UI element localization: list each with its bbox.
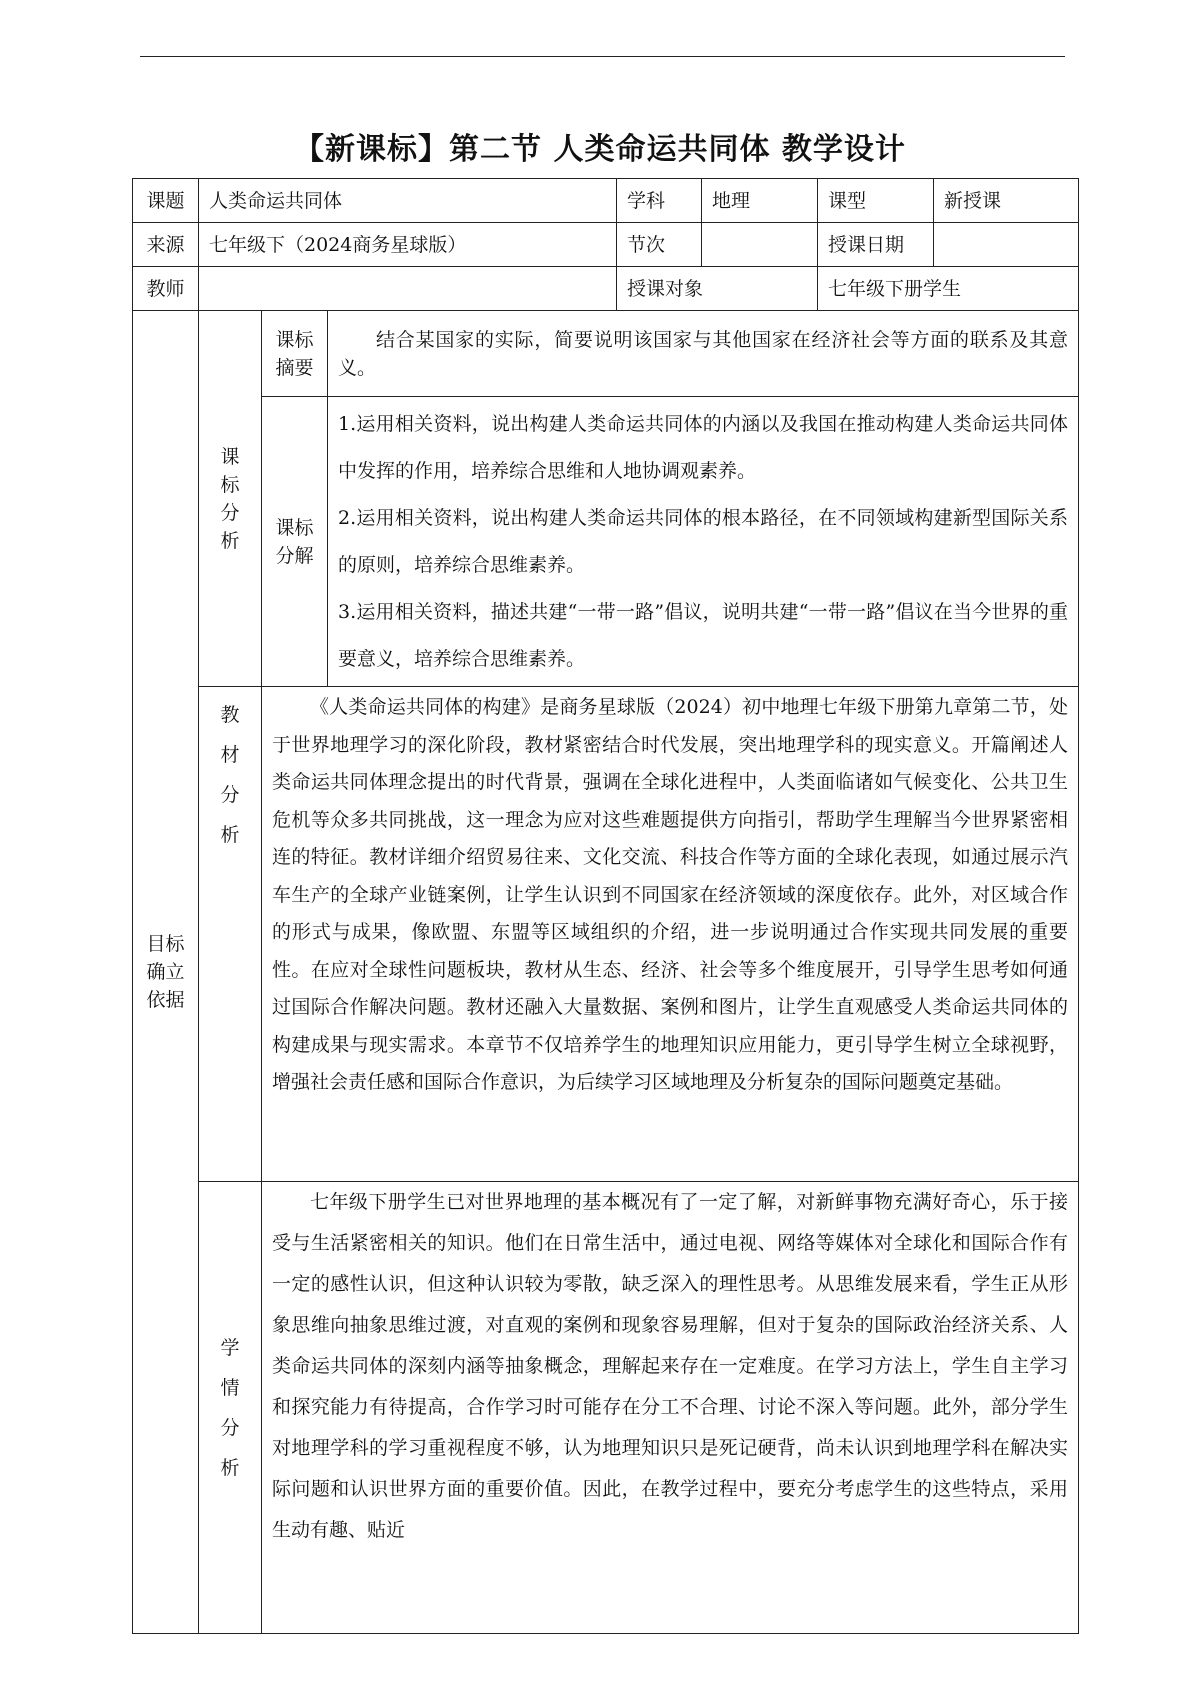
table-row-standard-summary xyxy=(133,311,1079,397)
header-rule xyxy=(140,56,1065,57)
date-value xyxy=(934,223,1079,267)
page-title: 【新课标】第二节 人类命运共同体 教学设计 xyxy=(294,132,906,167)
summary-label xyxy=(262,311,328,397)
teacher-label: 教师 xyxy=(133,267,199,311)
subject-label: 学科 xyxy=(617,179,702,223)
standard-analysis-char: 析 xyxy=(220,529,240,552)
textbook-analysis-char: 教 xyxy=(220,704,240,726)
section-label: 节次 xyxy=(617,223,702,267)
breakdown-item: 3.运用相关资料，描述共建“一带一路”倡议，说明共建“一带一路”倡议在当今世界的重要意义，培养综合思维素养。 xyxy=(338,600,1069,670)
breakdown-label-line: 课标 xyxy=(275,516,314,539)
textbook-analysis-label xyxy=(199,687,262,1182)
topic-label: 课题 xyxy=(133,179,199,223)
textbook-analysis-char: 分 xyxy=(220,784,240,806)
textbook-analysis-char: 析 xyxy=(220,824,240,846)
section-value xyxy=(702,223,818,267)
textbook-analysis-text: 《人类命运共同体的构建》是商务星球版（2024）初中地理七年级下册第九章第二节，处于世界地理学习的深化阶段，教材紧密结合时代发展，突出地理学科的现实意义。开篇阐述人类命运共同体理念提出的时代背景，强调在全球化进程中，人类面临诸如气候变化、公共卫生危机等众多共同挑战，这一理念为应对这些难题提供方向指引，帮助学生理解当今世界紧密相连的特征。教材详细介绍贸易往来、文化交流、科技合作等方面的全球化表现，如通过展示汽车生产的全球产业链案例，让学生认识到不同国家在经济领域的深度依存。此外，对区域合作的形式与成果，像欧盟、东盟等区域组织的介绍，进一步说明通过合作实现共同发展的重要性。在应对全球性问题板块，教材从生态、经济、社会等多个维度展开，引导学生思考如何通过国际合作解决问题。教材还融入大量数据、案例和图片，让学生直观感受人类命运共同体的构建成果与现实需求。本章节不仅培养学生的地理知识应用能力，更引导学生树立全球视野，增强社会责任感和国际合作意识，为后续学习区域地理及分析复杂的国际问题奠定基础。 xyxy=(262,687,1079,1182)
breakdown-label-line: 分解 xyxy=(275,544,314,567)
subject-value: 地理 xyxy=(702,179,818,223)
student-analysis-char: 学 xyxy=(220,1336,240,1359)
teacher-value xyxy=(199,267,617,311)
standard-analysis-label xyxy=(199,311,262,687)
goals-label xyxy=(133,311,199,1634)
standard-analysis-char: 课 xyxy=(220,445,240,468)
date-label: 授课日期 xyxy=(818,223,934,267)
breakdown-list xyxy=(328,397,1079,687)
lesson-plan-table xyxy=(132,178,1079,1634)
student-analysis-text: 七年级下册学生已对世界地理的基本概况有了一定了解，对新鲜事物充满好奇心，乐于接受与生活紧密相关的知识。他们在日常生活中，通过电视、网络等媒体对全球化和国际合作有一定的感性认识，但这种认识较为零散，缺乏深入的理性思考。从思维发展来看，学生正从形象思维向抽象思维过渡，对直观的案例和现象容易理解，但对于复杂的国际政治经济关系、人类命运共同体的深刻内涵等抽象概念，理解起来存在一定难度。在学习方法上，学生自主学习和探究能力有待提高，合作学习时可能存在分工不合理、讨论不深入等问题。此外，部分学生对地理学科的学习重视程度不够，认为地理知识只是死记硬背，尚未认识到地理学科在解决实际问题和认识世界方面的重要价值。因此，在教学过程中，要充分考虑学生的这些特点，采用生动有趣、贴近 xyxy=(262,1182,1079,1634)
audience-label: 授课对象 xyxy=(617,267,818,311)
summary-label-line: 摘要 xyxy=(275,356,314,379)
topic-value: 人类命运共同体 xyxy=(199,179,617,223)
breakdown-item: 2.运用相关资料，说出构建人类命运共同体的根本路径，在不同领域构建新型国际关系的原则，培养综合思维素养。 xyxy=(338,506,1069,576)
textbook-analysis-char: 材 xyxy=(220,744,240,766)
standard-analysis-char: 标 xyxy=(220,473,240,496)
table-row-standard-breakdown xyxy=(133,397,1079,687)
goals-label-char: 依据 xyxy=(146,989,185,1011)
table-row-student-analysis xyxy=(133,1182,1079,1634)
breakdown-item: 1.运用相关资料，说出构建人类命运共同体的内涵以及我国在推动构建人类命运共同体中发挥的作用，培养综合思维和人地协调观素养。 xyxy=(338,412,1069,482)
student-analysis-char: 情 xyxy=(220,1376,240,1399)
type-label: 课型 xyxy=(818,179,934,223)
type-value: 新授课 xyxy=(934,179,1079,223)
table-row-source xyxy=(133,223,1079,267)
student-analysis-char: 分 xyxy=(220,1416,240,1439)
source-value: 七年级下（2024商务星球版） xyxy=(199,223,617,267)
breakdown-label xyxy=(262,397,328,687)
audience-value: 七年级下册学生 xyxy=(818,267,1079,311)
source-label: 来源 xyxy=(133,223,199,267)
goals-label-char: 目标 xyxy=(146,933,185,955)
table-row-teacher xyxy=(133,267,1079,311)
student-analysis-label xyxy=(199,1182,262,1634)
student-analysis-char: 析 xyxy=(220,1456,240,1479)
standard-analysis-char: 分 xyxy=(220,501,240,524)
summary-text: 结合某国家的实际，简要说明该国家与其他国家在经济社会等方面的联系及其意义。 xyxy=(328,311,1079,397)
goals-label-char: 确立 xyxy=(146,961,185,983)
table-row-textbook-analysis xyxy=(133,687,1079,1182)
summary-label-line: 课标 xyxy=(275,328,314,351)
table-row-topic xyxy=(133,179,1079,223)
